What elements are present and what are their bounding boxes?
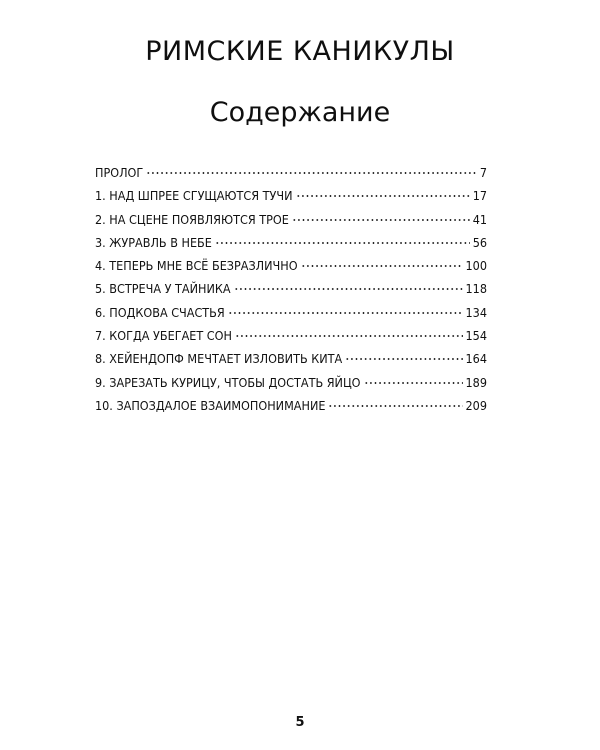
toc-entry-label: 10. ЗАПОЗДАЛОЕ ВЗАИМОПОНИМАНИЕ bbox=[95, 397, 326, 413]
toc-entry-page: 17 bbox=[472, 188, 487, 204]
toc-entry-chapter-1 bbox=[95, 184, 487, 207]
dot-leader bbox=[296, 195, 470, 197]
dot-leader bbox=[292, 219, 470, 221]
toc-entry-label: 9. ЗАРЕЗАТЬ КУРИЦУ, ЧТОБЫ ДОСТАТЬ ЯЙЦО bbox=[95, 374, 361, 390]
toc-entry-label: ПРОЛОГ bbox=[95, 165, 144, 180]
toc-entry-page: 56 bbox=[472, 234, 487, 250]
toc-entry-chapter-9 bbox=[95, 371, 487, 394]
toc-entry-page: 7 bbox=[479, 165, 487, 180]
toc-entry-label: 6. ПОДКОВА СЧАСТЬЯ bbox=[95, 304, 225, 320]
dot-leader bbox=[215, 242, 470, 244]
toc-entry-chapter-10 bbox=[95, 394, 487, 417]
toc-entry-page: 154 bbox=[465, 328, 487, 344]
toc-entry-chapter-5 bbox=[95, 277, 487, 300]
dot-leader bbox=[228, 312, 463, 314]
toc-entry-label: 2. НА СЦЕНЕ ПОЯВЛЯЮТСЯ ТРОЕ bbox=[95, 211, 289, 227]
book-title: РИМСКИЕ КАНИКУЛЫ bbox=[145, 36, 455, 67]
toc-heading: Содержание bbox=[209, 97, 391, 128]
toc-entry-chapter-8 bbox=[95, 347, 487, 370]
toc-entry-page: 209 bbox=[465, 397, 487, 413]
dot-leader bbox=[328, 405, 462, 407]
toc-entry-label: 1. НАД ШПРЕЕ СГУЩАЮТСЯ ТУЧИ bbox=[95, 188, 293, 204]
toc-entry-chapter-6 bbox=[95, 301, 487, 324]
toc-entry-prologue bbox=[95, 161, 487, 184]
toc-entry-label: 5. ВСТРЕЧА У ТАЙНИКА bbox=[95, 281, 231, 297]
toc-entry-page: 118 bbox=[465, 281, 487, 297]
toc-entry-chapter-3 bbox=[95, 231, 487, 254]
toc-entry-page: 164 bbox=[465, 351, 487, 367]
toc-entry-chapter-2 bbox=[95, 208, 487, 231]
toc-entry-chapter-7 bbox=[95, 324, 487, 347]
toc-entry-page: 100 bbox=[465, 258, 487, 274]
toc-entry-label: 8. ХЕЙЕНДОПФ МЕЧТАЕТ ИЗЛОВИТЬ КИТА bbox=[95, 351, 343, 367]
toc-entry-label: 4. ТЕПЕРЬ МНЕ ВСЁ БЕЗРАЗЛИЧНО bbox=[95, 258, 298, 274]
toc-entry-label: 7. КОГДА УБЕГАЕТ СОН bbox=[95, 328, 232, 344]
toc-entry-page: 189 bbox=[465, 374, 487, 390]
toc-entry-label: 3. ЖУРАВЛЬ В НЕБЕ bbox=[95, 234, 212, 250]
dot-leader bbox=[146, 172, 477, 174]
toc-entry-page: 134 bbox=[465, 304, 487, 320]
toc-entry-page: 41 bbox=[472, 211, 487, 227]
toc-entry-chapter-4 bbox=[95, 254, 487, 277]
dot-leader bbox=[364, 382, 463, 384]
table-of-contents bbox=[95, 161, 487, 417]
dot-leader bbox=[234, 288, 463, 290]
dot-leader bbox=[301, 265, 463, 267]
page-number: 5 bbox=[295, 715, 305, 730]
dot-leader bbox=[235, 335, 463, 337]
dot-leader bbox=[345, 358, 462, 360]
